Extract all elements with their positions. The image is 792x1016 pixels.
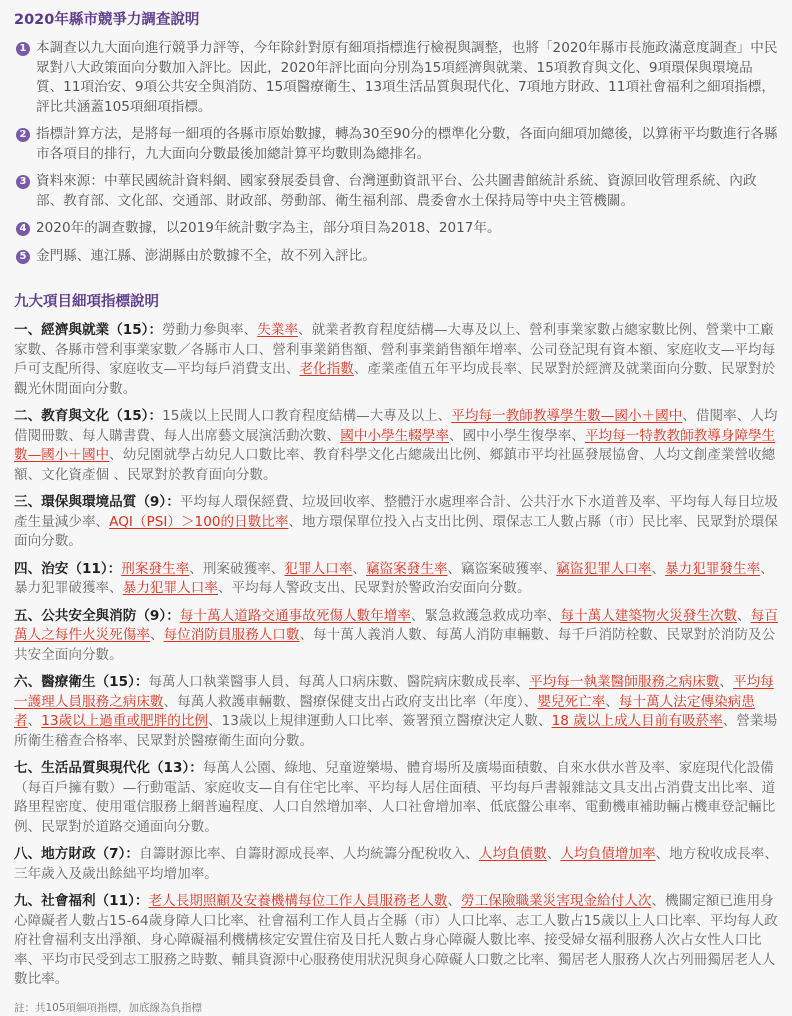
indicator-text: 、地方稅收成長率、三年歲入及歲出餘絀平均增加率。 xyxy=(14,846,778,882)
negative-indicator: 竊盜案發生率 xyxy=(365,560,448,577)
indicator-category xyxy=(14,607,778,666)
indicator-text: 、平均每人警政支出、民眾對於警政治安面向分數。 xyxy=(217,580,531,596)
survey-title: 2020年縣市競爭力調查說明 xyxy=(14,12,200,28)
negative-indicator: 每位消防員服務人口數 xyxy=(163,627,300,643)
indicator-text: 、就業者教育程度結構—大專及以上、營利事業家數占總家數比例、營業中工廠家數、各縣市營利事業家數／各縣市人口、營利事業銷售額、營利事業銷售額年增率、公司登記現有資本額、家庭收支—平均每戶可支配所得、家庭收支—平均每戶消費支出、 xyxy=(14,322,776,377)
negative-indicator: 刑案發生率 xyxy=(121,560,190,577)
indicator-category xyxy=(14,321,778,399)
category-heading: 一、經濟與就業（15）： xyxy=(14,322,163,338)
number-badge-icon: 3 xyxy=(16,175,30,189)
indicator-text: 、 xyxy=(546,846,561,862)
indicator-category xyxy=(14,560,778,599)
survey-note-item: 3 資料來源：中華民國統計資料網、國家發展委員會、台灣運動資訊平台、公共圖書館統計系統、資源回收管理系統、內政部、教育部、文化部、交通部、財政部、勞動部、衛生福利部、農委會水土保持局等中央主管機關。 xyxy=(14,172,778,211)
negative-indicator: 暴力犯罪人口率 xyxy=(122,580,218,596)
number-badge-icon: 5 xyxy=(16,250,30,264)
negative-indicator: 每十萬人法定傳染病患者 xyxy=(14,693,755,729)
indicator-text: 、 xyxy=(149,627,164,643)
number-badge-icon: 4 xyxy=(16,222,30,236)
category-heading: 五、公共安全與消防（9）： xyxy=(14,607,180,624)
survey-note-item: 2 指標計算方法，是將每一細項的各縣市原始數據，轉為30至90分的標準化分數，各面向細項加總後，以算術平均數進行各縣市各項目的排行，九大面向分數最後加總計算平均數則為總排名。 xyxy=(14,125,778,164)
negative-indicator: 13歲以上過重或肥胖的比例 xyxy=(41,713,209,729)
indicator-text: 、竊盜案破獲率、 xyxy=(447,560,557,577)
indicator-text: 、13歲以上規律運動人口比率、簽署預立醫療決定人數、 xyxy=(208,713,552,729)
negative-indicator: 平均每一教師教導學生數—國小＋國中 xyxy=(451,408,683,424)
survey-notes-list xyxy=(14,39,778,266)
negative-indicator: 每百萬人之每件火災死傷率 xyxy=(14,607,778,643)
negative-indicator: 嬰兒死亡率 xyxy=(537,693,606,710)
indicator-text: 、機關定額已進用身心障礙者人數占15-64歲身障人口比率、社會福利工作人員占全縣（市）人口比率、志工人數占15歲以上人口比率、平均每人政府社會福利支出淨額、身心障礙福利機構核定安置住宿及日托人數占身心障礙人數比率、接受婦女福利服務人次占女性人口比率、平均市民受到志工服務之時數、輔具資源中心服務使用狀況與身心障礙人口數之比率、獨居老人服務人次占列冊獨居老人人數比率。 xyxy=(14,893,778,987)
survey-note-item: 4 2020年的調查數據，以2019年統計數字為主，部分項目為2018、2017年。 xyxy=(14,219,778,239)
indicator-category xyxy=(14,759,778,837)
indicator-text: 每萬人口執業醫事人員、每萬人口病床數、醫院病床數成長率、 xyxy=(148,674,530,690)
indicator-text: 自籌財源比率、自籌財源成長率、人均統籌分配稅收入、 xyxy=(139,846,479,862)
indicator-text: 、每十萬人義消人數、每萬人消防車輛數、每千戶消防栓數、民眾對於消防及公共安全面向分數。 xyxy=(14,627,776,663)
category-heading: 七、生活品質與現代化（13）： xyxy=(14,760,203,776)
survey-note-item: 5 金門縣、連江縣、澎湖縣由於數據不全，故不列入評比。 xyxy=(14,247,778,267)
negative-indicator: 竊盜犯罪人口率 xyxy=(556,560,652,577)
indicator-text: 、緊急救護急救成功率、 xyxy=(410,607,561,624)
negative-indicator: 勞工保險職業災害現金給付人次 xyxy=(461,893,652,909)
indicator-text: 、每萬人救護車輛數、醫療保健支出占政府支出比率（年度）、 xyxy=(163,693,538,710)
indicator-text: 、地方環保單位投入占支出比例、環保志工人數占縣（市）民比率、民眾對於環保面向分數。 xyxy=(14,513,778,549)
negative-indicator: 平均每一護理人員服務之病床數 xyxy=(14,674,774,710)
negative-indicator: 老化指數 xyxy=(299,361,354,377)
indicator-text: 平均每人環保經費、垃圾回收率、整體汙水處理率合計、公共汙水下水道普及率、平均每人每日垃圾產生量減少率、 xyxy=(14,494,778,530)
indicator-text: 、 xyxy=(447,893,462,909)
category-heading: 九、社會福利（11）： xyxy=(14,893,149,909)
indicator-text: 、 xyxy=(605,693,619,710)
indicator-text: 、 xyxy=(651,560,666,577)
indicator-text: 、幼兒園就學占幼兒人口數比率、教育科學文化占總歲出比例、鄉鎮市平均社區發展協會、人均文創產業營收總額、文化資產個 、民眾對於教育面向分數。 xyxy=(14,447,776,483)
indicator-text: 、 xyxy=(352,560,366,577)
category-heading: 二、教育與文化（15）： xyxy=(14,408,163,424)
indicator-categories xyxy=(14,321,778,990)
negative-indicator: 暴力犯罪發生率 xyxy=(665,560,761,577)
negative-indicator: AQI（PSI）＞100的日數比率 xyxy=(109,513,289,530)
negative-indicator: 老人長期照顧及安養機構每位工作人員服務老人數 xyxy=(148,893,448,909)
number-badge-icon: 2 xyxy=(16,128,30,142)
footnote: 註：共105項細項指標，加底線為負指標 xyxy=(14,1001,203,1014)
indicator-text: 、 xyxy=(27,713,42,729)
negative-indicator: 每十萬人建築物火災發生次數 xyxy=(560,607,738,624)
indicator-category xyxy=(14,493,778,552)
indicator-text: 15歲以上民間人口教育程度結構—大專及以上、 xyxy=(162,408,452,424)
indicator-text: 、借閱率、人均借閱冊數、每人購書費、每人出席藝文展演活動次數、 xyxy=(14,408,778,444)
negative-indicator: 人均負債數 xyxy=(478,846,547,862)
survey-note-item: 1 本調查以九大面向進行競爭力評等，今年除針對原有細項指標進行檢視與調整，也將「2020年縣市長施政滿意度調查」中民眾對八大政策面向分數加入評比。因此，2020年評比面向分別為15項經濟與就業、15項教育與文化、9項環保與環境品質、11項治安、9項公共安全與消防、15項醫療衛生、13項生活品質與現代化、7項地方財政、11項社會福利之細項指標，評比共涵蓋105項細項指標。 xyxy=(14,39,778,117)
indicator-category xyxy=(14,845,778,884)
negative-indicator: 18 歲以上成人目前有吸菸率 xyxy=(551,713,723,729)
number-badge-icon: 1 xyxy=(16,42,30,56)
indicator-text: 勞動力參與率、 xyxy=(162,322,258,338)
negative-indicator: 國中小學生輟學率 xyxy=(340,427,449,444)
negative-indicator: 每十萬人道路交通事故死傷人數年增率 xyxy=(179,607,411,624)
negative-indicator: 失業率 xyxy=(257,322,298,338)
indicator-text: 每萬人公園、綠地、兒童遊樂場、體育場所及廣場面積數、自來水供水普及率、家庭現代化設備（每百戶擁有數）—行動電話、家庭收支—自有住宅比率、平均每人居住面積、平均每戶書報雜誌文具支出占消費支出比率、道路里程密度、使用電信服務上網普遍程度、人口自然增加率、人口社會增加率、低底盤公車率、電動機車補助輛占機車登記輛比例、民眾對於道路交通面向分數。 xyxy=(14,760,776,835)
indicators-title: 九大項目細項指標說明 xyxy=(14,294,159,310)
indicator-text: 、產業產值五年平均成長率、民眾對於經濟及就業面向分數、民眾對於觀光休閒面向分數。 xyxy=(14,361,776,397)
category-heading: 八、地方財政（7）： xyxy=(14,846,140,862)
negative-indicator: 平均每一特教教師教導身障學生數—國小＋國中 xyxy=(14,427,776,463)
category-heading: 六、醫療衛生（15）： xyxy=(14,674,149,690)
indicator-text: 、營業場所衛生稽查合格率、民眾對於醫療衛生面向分數。 xyxy=(14,713,778,749)
indicator-text: 、國中小學生復學率、 xyxy=(449,427,585,444)
category-heading: 三、環保與環境品質（9）： xyxy=(14,494,180,510)
category-heading: 四、治安（11）： xyxy=(14,560,122,577)
indicator-category xyxy=(14,892,778,990)
indicator-category xyxy=(14,673,778,751)
negative-indicator: 人均負債增加率 xyxy=(560,846,656,862)
indicator-text: 、 xyxy=(719,674,733,690)
negative-indicator: 犯罪人口率 xyxy=(284,560,353,577)
negative-indicator: 平均每一執業醫師服務之病床數 xyxy=(529,674,720,690)
indicator-category xyxy=(14,407,778,485)
indicator-text: 、刑案破獲率、 xyxy=(189,560,285,577)
indicator-text: 、暴力犯罪破獲率、 xyxy=(14,560,774,596)
indicator-text: 、 xyxy=(737,607,751,624)
